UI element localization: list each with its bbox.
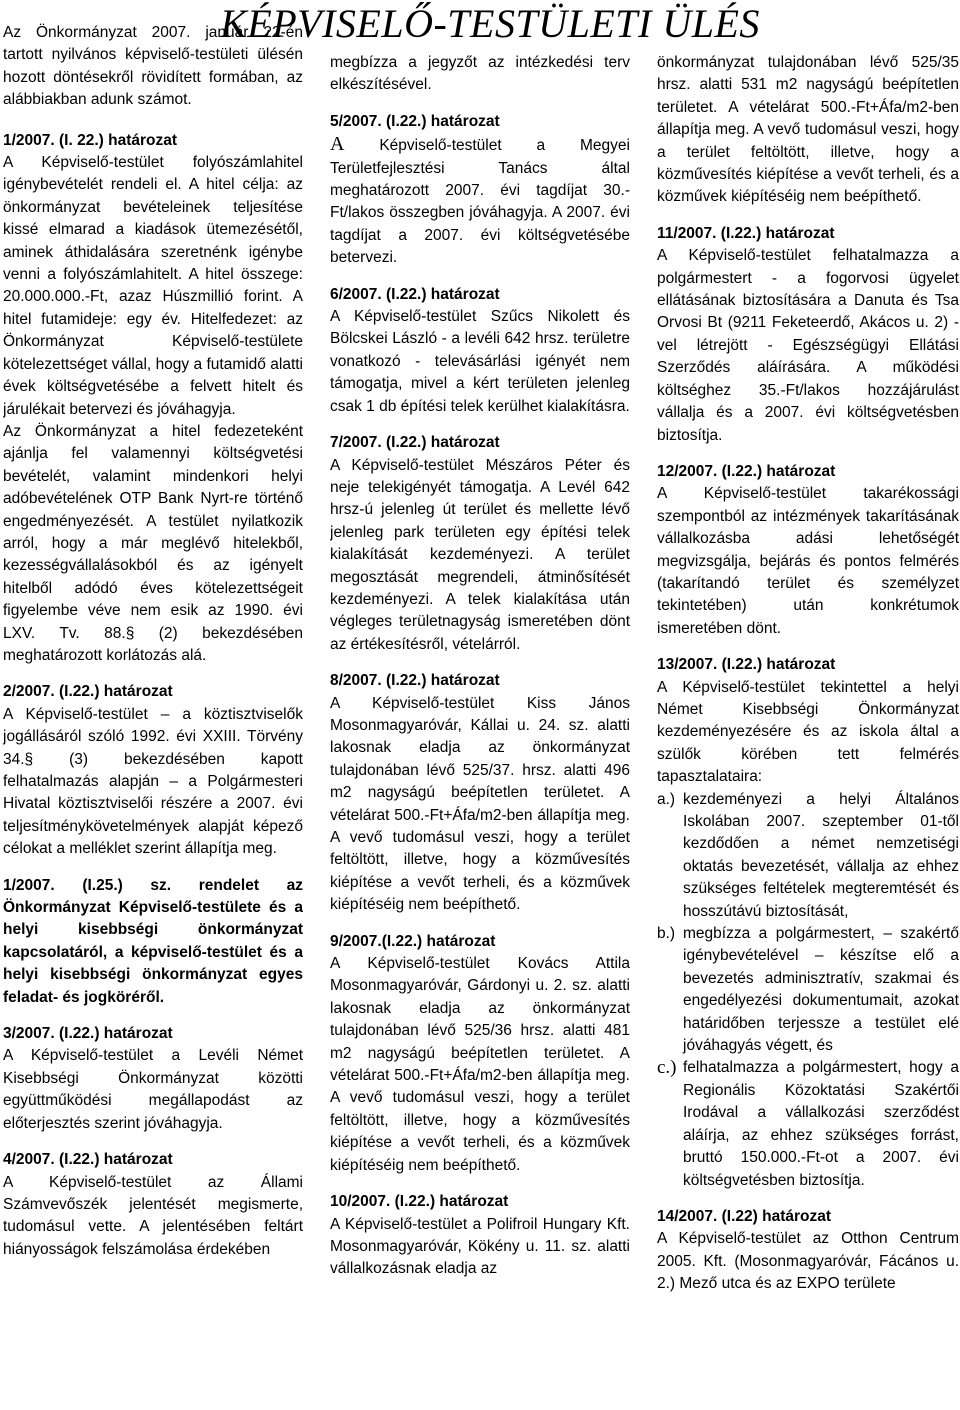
resolution-14-title: 14/2007. (I.22) határozat [657,1207,832,1225]
resolution-8-title: 8/2007. (I.22.) határozat [330,672,500,690]
resolution-5-text: A Képviselő-testület a Megyei Területfejlesztési Tanács által meghatározott 2007. évi tagdíjat 30.-Ft/lakos összegben jóváhagyja. A 2007. évi tagdíjat a 2007. évi költségvetésébe betervezi. [330,133,630,267]
resolution-7-title: 7/2007. (I.22.) határozat [330,434,500,452]
drop-letter: A [330,133,345,156]
resolution-6-text: A Képviselő-testület Szűcs Nikolett és Bölcskei László - a levéli 642 hrsz. területre vonatkozó - televásárlási igényét nem támogatja, mivel a kért területen jelenleg csak 1 db építési telek kerülhet kialakításra. [330,308,630,415]
resolution-10-title: 10/2007. (I.22.) határozat [330,1193,509,1211]
resolution-5-title: 5/2007. (I.22.) határozat [330,112,500,130]
continued-text: megbízza a jegyzőt az intézkedési terv elkészítésével. [330,54,630,94]
list-item-a [657,789,959,923]
list-text: kezdeményezi a helyi Általános Iskolában 2007. szeptember 01-től kezdődően a német nemzetiségi oktatás bevezetését, vállalja az ehhez szükséges feltételek megteremtését és hosszútávú biztosítását, [683,790,959,920]
intro-paragraph: Az Önkormányzat 2007. január 22-én tartott nyilvános képviselő-testületi ülésén hozott döntésekről rövidített formában, az alábbiakban adunk számot. [3,24,303,109]
resolution-11-title: 11/2007. (I.22.) határozat [657,224,835,242]
resolution-13-text: A Képviselő-testület tekintettel a helyi Német Kisebbségi Önkormányzat kezdeményezésére és az iskola által a szülők körében tett felmérés tapasztalataira: [657,678,959,786]
resolution-1-text: A Képviselő-testület folyószámlahitel igénybevételét rendeli el. A hitel célja: az önkormányzat bevételeinek teljesítése kissé elmarad a kiadások ütemezésétől, aminek áthidalására szeretnénk igénybe venni a folyószámlahitelt. A hitel összege: 20.000.000.-Ft, azaz Húszmillió forint. A hitel futamideje: egy év. Hitelfedezet: az Önkormányzat Képviselő-testülete kötelezettséget vállal, hogy a futamidő alatti évek költségvetésébe a felvett hitelt és járulékait betervezi és jóváhagyja. [3,154,303,418]
list-text: megbízza a polgármestert, – szakértő igénybevételével – készítse elő a bevezetés adminisztratív, szakmai és engedélyezési dokumentumait, azokat határidőben terjessze a testület elé jóváhagyás végett, és [683,925,959,1055]
resolution-3-text: A Képviselő-testület a Levéli Német Kisebbségi Önkormányzat közötti együttműködési megállapodást az előterjesztés szerint jóváhagyja. [3,1047,303,1132]
resolution-1-title: 1/2007. (I. 22.) határozat [3,131,178,149]
resolution-12-title: 12/2007. (I.22.) határozat [657,462,836,480]
masthead-title: KÉPVISELŐ-TESTÜLETI ÜLÉS [220,1,760,46]
resolution-7-text: A Képviselő-testület Mészáros Péter és neje telekigényét támogatja. A Levél 642 hrsz-ú jelenleg út terület és mellette lévő jelenleg park területen egy építési telek kialakítását kezdeményezi. A terület megosztását megrendeli, átminősítését kezdeményezi. A telek kialakítása után végleges területnagyság ismeretében dönt az értékesítésről, vételárról. [330,456,630,653]
continued-text: önkormányzat tulajdonában lévő 525/35 hrsz. alatti 531 m2 nagyságú beépítetlen területet. A vételárat 500.-Ft+Áfa/m2-ben állapítja meg. A vevő tudomásul veszi, hogy a terület feltöltött, illetve, hogy a közművesítés kiépítése a vevőt terheli, és a közművek kiépítéséig nem beépíthető. [657,54,959,206]
list-item-c [657,1057,959,1191]
resolution-1-text-2: Az Önkormányzat a hitel fedezeteként ajánlja fel valamennyi költségvetési bevételét, valamint mindenkori helyi adóbevételének OTP Bank Nyrt-re történő engedményezését. A testület nyilatkozik arról, hogy a már meglévő hitelekből, kezességvállalásokból és az igényelt hitelből adódó éves kötelezettségeit figyelembe véve nem esik az 1990. évi LXV. Tv. 88.§ (2) bekezdésében meghatározott korlátozás alá. [3,422,303,664]
decree-title: 1/2007. (I.25.) sz. rendelet az Önkormányzat Képviselő-testülete és a helyi kisebbségi önkormányzat kapcsolatáról, a képviselő-testület és a helyi kisebbségi önkormányzat egyes feladat- és jogköréről. [3,876,303,1006]
resolution-2-text: A Képviselő-testület – a köztisztviselők jogállásáról szóló 1992. évi XXIII. Törvény 34.§ (3) bekezdésében kapott felhatalmazás alapján – a Polgármesteri Hivatal köztisztviselői részére a 2007. évi teljesítménykövetelmények alapját képező célokat a melléklet szerint állapítja meg. [3,705,303,858]
list-label: a.) [657,790,676,808]
resolution-9-title: 9/2007.(I.22.) határozat [330,932,496,950]
column-left [3,22,303,1410]
resolution-9-text: A Képviselő-testület Kovács Attila Mosonmagyaróvár, Gárdonyi u. 2. sz. alatti lakosnak eladja az önkormányzat tulajdonában lévő 525/36 hrsz. alatti 481 m2 nagyságú beépítetlen területet. A vételárat 500.-Ft+Áfa/m2-ben állapítja meg. A vevő tudomásul veszi, hogy a terület feltöltött, illetve, hogy a közművesítés kiépítése a vevőt terheli, és a közművek kiépítéséig nem beépíthető. [330,955,630,1174]
resolution-6-title: 6/2007. (I.22.) határozat [330,285,500,303]
list-item-b [657,923,959,1057]
resolution-10-text: A Képviselő-testület a Polifroil Hungary Kft. Mosonmagyaróvár, Kökény u. 11. sz. alatti vállalkozásnak eladja az [330,1215,630,1278]
resolution-13-title: 13/2007. (I.22.) határozat [657,656,836,674]
resolution-2-title: 2/2007. (I.22.) határozat [3,683,173,701]
resolution-14-text: A Képviselő-testület az Otthon Centrum 2005. Kft. (Mosonmagyaróvár, Fácános u. 2.) Mező utca és az EXPO területe [657,1230,959,1293]
list-text: felhatalmazza a polgármestert, hogy a Regionális Közoktatási Szakértői Irodával a vállalkozási szerződést aláírja, az ehhez szükséges forrást, bruttó 150.000.-Ft-ot a 2007. évi költségvetésben biztosítja. [683,1059,959,1189]
list-label: c.) [657,1057,677,1079]
resolution-4-title: 4/2007. (I.22.) határozat [3,1151,173,1169]
list-label: b.) [657,925,676,943]
resolution-3-title: 3/2007. (I.22.) határozat [3,1025,173,1043]
column-right [657,52,959,1410]
column-middle [330,52,630,1410]
resolution-12-text: A Képviselő-testület takarékossági szempontból az intézmények takarításának vállalkozásba adási lehetőségét megvizsgálja, bejárás és pontos felmérés (takarítandó terület és személyzet tekintetében) után konkrétumok ismeretében dönt. [657,485,959,637]
resolution-11-text: A Képviselő-testület felhatalmazza a polgármestert - a fogorvosi ügyelet ellátásának biztosítására a Danuta és Tsa Orvosi Bt (9211 Feketeerdő, Akácos u. 2) -vel létrejött - Egészségügyi Ellátási Szerződés aláírására. A működési költséghez 35.-Ft/lakos hozzájárulást vállalja és a 2007. évi költségvetésben biztosítja. [657,247,959,444]
resolution-4-text: A Képviselő-testület az Állami Számvevőszék jelentését megismerte, tudomásul vette. A jelentésében feltárt hiányosságok felszámolása érdekében [3,1173,303,1258]
resolution-8-text: A Képviselő-testület Kiss János Mosonmagyaróvár, Kállai u. 24. sz. alatti lakosnak eladja az önkormányzat tulajdonában lévő 525/37. hrsz. alatti 496 m2 nagyságú beépítetlen területet. A vételárat 500.-Ft+Áfa/m2-ben állapítja meg. A vevő tudomásul veszi, hogy a terület feltöltött, illetve, hogy a közművesítés kiépítése a vevőt terheli, és a közművek kiépítéséig nem beépíthető. [330,694,630,914]
